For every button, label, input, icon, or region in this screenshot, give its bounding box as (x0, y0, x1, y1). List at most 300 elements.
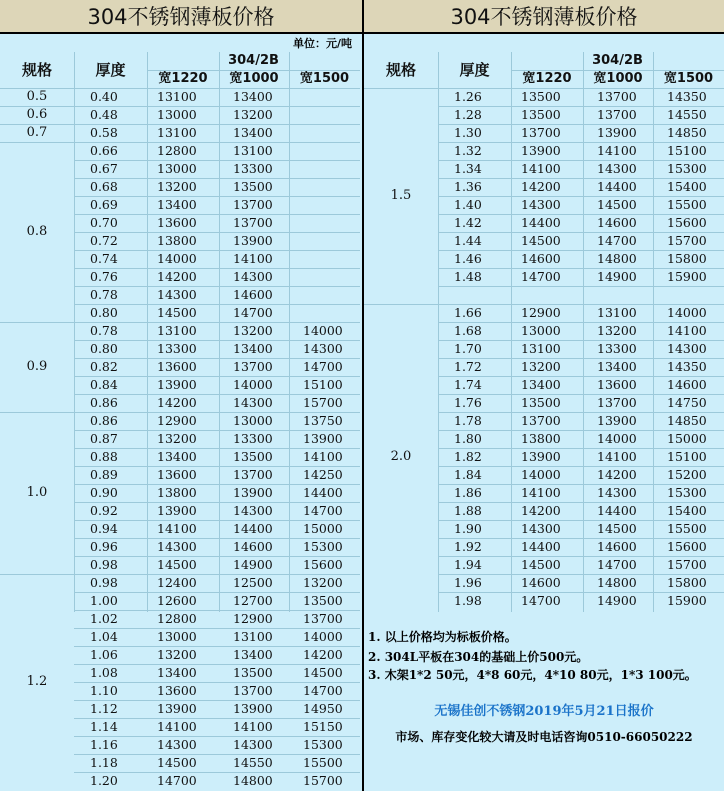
right-title: 304不锈钢薄板价格 (364, 0, 724, 34)
price-cell: 13700 (597, 89, 637, 104)
price-cell: 13000 (157, 107, 197, 122)
price-cell: 15000 (667, 431, 707, 446)
price-cell: 15300 (303, 539, 343, 554)
price-cell: 15600 (667, 215, 707, 230)
thickness-cell: 0.67 (90, 161, 118, 176)
thickness-cell: 0.74 (90, 251, 118, 266)
price-cell (303, 268, 360, 286)
price-cell: 13700 (233, 683, 273, 698)
contact-phone: 市场、库存变化较大请及时电话咨询0510-66050222 (395, 730, 693, 744)
price-cell: 15500 (303, 755, 343, 770)
unit-label: 单位：元/吨 (292, 37, 352, 50)
price-cell: 14300 (521, 197, 561, 212)
thickness-cell: 0.90 (90, 485, 118, 500)
price-cell: 14400 (597, 503, 637, 518)
price-cell: 14600 (233, 539, 273, 554)
price-cell (521, 286, 583, 304)
thickness-cell: 0.69 (90, 197, 118, 212)
thickness-cell: 1.14 (90, 719, 118, 734)
thickness-cell: 1.72 (454, 359, 482, 374)
price-cell: 14700 (521, 269, 561, 284)
price-cell: 14400 (233, 521, 273, 536)
price-cell: 14300 (667, 341, 707, 356)
thickness-cell: 1.86 (454, 485, 482, 500)
price-cell: 14100 (303, 449, 343, 464)
price-cell: 14800 (233, 773, 273, 788)
price-cell: 13500 (303, 593, 343, 608)
note-3: 3. 木架1*2 50元，4*8 60元，4*10 80元，1*3 100元。 (368, 668, 697, 682)
price-cell: 13750 (303, 413, 343, 428)
price-cell: 14400 (597, 179, 637, 194)
price-cell (303, 304, 360, 322)
price-cell: 14000 (597, 431, 637, 446)
price-cell: 14000 (667, 305, 707, 320)
thickness-cell: 1.30 (454, 125, 482, 140)
price-cell: 13700 (233, 197, 273, 212)
thickness-cell: 1.28 (454, 107, 482, 122)
price-cell: 13100 (157, 323, 197, 338)
price-cell: 14850 (667, 125, 707, 140)
price-cell: 13000 (521, 323, 561, 338)
price-cell: 13100 (233, 629, 273, 644)
price-cell (303, 178, 360, 196)
thickness-cell: 1.26 (454, 89, 482, 104)
price-cell (303, 106, 360, 124)
thickness-cell: 0.68 (90, 179, 118, 194)
price-cell: 14600 (233, 287, 273, 302)
price-cell: 14350 (667, 359, 707, 374)
thickness-cell: 0.82 (90, 359, 118, 374)
grid-vline (147, 52, 148, 612)
thickness-cell: 0.87 (90, 431, 118, 446)
price-cell (303, 250, 360, 268)
thickness-cell: 1.08 (90, 665, 118, 680)
spec-cell: 1.0 (26, 485, 48, 500)
price-cell (303, 214, 360, 232)
thickness-cell: 1.78 (454, 413, 482, 428)
price-cell: 15700 (303, 773, 343, 788)
price-cell: 13200 (597, 323, 637, 338)
price-cell: 15150 (303, 719, 343, 734)
price-cell: 15400 (667, 179, 707, 194)
price-cell: 13300 (157, 341, 197, 356)
price-cell: 13700 (233, 215, 273, 230)
price-cell: 15400 (667, 503, 707, 518)
price-cell: 13000 (157, 629, 197, 644)
price-cell: 13100 (597, 305, 637, 320)
price-cell: 13700 (521, 413, 561, 428)
price-cell: 13400 (521, 377, 561, 392)
price-cell: 13500 (521, 395, 561, 410)
price-cell: 13600 (157, 467, 197, 482)
right-header-w3: 宽1500 (663, 71, 714, 86)
price-cell: 14100 (521, 161, 561, 176)
left-header-w2: 宽1000 (229, 71, 279, 86)
company-quote-date: 无锡佳创不锈钢2019年5月21日报价 (434, 704, 654, 719)
price-cell: 14700 (233, 305, 273, 320)
price-cell: 14300 (233, 737, 273, 752)
price-cell: 15600 (667, 539, 707, 554)
thickness-cell: 0.76 (90, 269, 118, 284)
price-cell: 14800 (597, 251, 637, 266)
thickness-cell: 1.34 (454, 161, 482, 176)
thickness-cell: 1.04 (90, 629, 118, 644)
price-cell: 13900 (157, 503, 197, 518)
price-cell: 13800 (521, 431, 561, 446)
price-cell: 13300 (597, 341, 637, 356)
thickness-cell: 1.20 (90, 773, 118, 788)
price-cell: 14100 (667, 323, 707, 338)
price-cell: 14500 (521, 557, 561, 572)
price-cell: 12900 (521, 305, 561, 320)
price-cell: 14250 (303, 467, 343, 482)
thickness-cell: 1.76 (454, 395, 482, 410)
thickness-cell: 0.78 (90, 287, 118, 302)
price-cell: 13100 (233, 143, 273, 158)
price-cell: 13200 (303, 575, 343, 590)
price-cell: 14500 (157, 557, 197, 572)
price-cell: 14600 (667, 377, 707, 392)
price-cell: 14100 (157, 521, 197, 536)
price-cell: 15700 (667, 233, 707, 248)
price-cell: 14350 (667, 89, 707, 104)
thickness-cell: 1.74 (454, 377, 482, 392)
price-cell: 14400 (521, 539, 561, 554)
price-cell: 13400 (157, 197, 197, 212)
price-cell: 13900 (597, 413, 637, 428)
grid-vline (74, 52, 75, 612)
price-cell: 14950 (303, 701, 343, 716)
price-cell: 14500 (597, 197, 637, 212)
price-cell: 13000 (233, 413, 273, 428)
spec-cell: 0.5 (26, 89, 48, 104)
price-cell: 13700 (521, 125, 561, 140)
thickness-cell: 1.90 (454, 521, 482, 536)
price-cell: 13900 (157, 701, 197, 716)
thickness-cell: 1.70 (454, 341, 482, 356)
price-cell (303, 142, 360, 160)
price-cell: 14100 (233, 251, 273, 266)
thickness-cell: 0.89 (90, 467, 118, 482)
price-cell: 15800 (667, 575, 707, 590)
thickness-cell: 0.48 (90, 107, 118, 122)
left-header-w1: 宽1220 (158, 71, 208, 86)
right-header-w1: 宽1220 (522, 71, 572, 86)
thickness-cell: 0.80 (90, 341, 118, 356)
price-cell: 13900 (303, 431, 343, 446)
price-cell: 14700 (303, 359, 343, 374)
price-cell: 13400 (233, 647, 273, 662)
price-cell (303, 232, 360, 250)
price-cell: 12900 (157, 413, 197, 428)
price-cell: 13100 (521, 341, 561, 356)
thickness-cell: 1.68 (454, 323, 482, 338)
price-cell: 14300 (157, 737, 197, 752)
price-cell: 14750 (667, 395, 707, 410)
price-cell: 15500 (667, 521, 707, 536)
price-cell: 14300 (597, 485, 637, 500)
price-cell: 13600 (157, 359, 197, 374)
price-cell: 13900 (521, 143, 561, 158)
price-cell: 15700 (667, 557, 707, 572)
price-cell: 15900 (667, 269, 707, 284)
thickness-cell: 1.44 (454, 233, 482, 248)
thickness-cell: 1.36 (454, 179, 482, 194)
price-cell: 14300 (233, 269, 273, 284)
thickness-cell: 1.80 (454, 431, 482, 446)
price-cell: 15300 (667, 485, 707, 500)
price-cell: 15300 (667, 161, 707, 176)
price-cell: 14550 (667, 107, 707, 122)
price-cell: 13400 (157, 665, 197, 680)
price-cell: 13400 (233, 341, 273, 356)
price-cell: 14200 (157, 269, 197, 284)
price-cell: 14100 (233, 719, 273, 734)
price-cell: 12700 (233, 593, 273, 608)
thickness-cell: 0.86 (90, 395, 118, 410)
price-cell: 14600 (597, 539, 637, 554)
price-cell: 13200 (233, 107, 273, 122)
price-cell: 15100 (667, 143, 707, 158)
price-cell: 14000 (303, 629, 343, 644)
price-cell: 14700 (597, 557, 637, 572)
grid-vline (438, 52, 439, 612)
thickness-cell: 0.66 (90, 143, 118, 158)
price-cell: 12400 (157, 575, 197, 590)
thickness-cell: 0.40 (90, 89, 118, 104)
price-cell: 14200 (157, 395, 197, 410)
thickness-cell: 0.84 (90, 377, 118, 392)
price-cell: 13600 (157, 215, 197, 230)
spec-cell: 2.0 (390, 449, 412, 464)
price-cell: 12500 (233, 575, 273, 590)
price-cell: 15700 (303, 395, 343, 410)
thickness-cell: 1.12 (90, 701, 118, 716)
spec-cell: 0.8 (26, 224, 48, 239)
right-header-w2: 宽1000 (593, 71, 643, 86)
price-cell: 13900 (233, 485, 273, 500)
thickness-cell: 0.94 (90, 521, 118, 536)
price-cell: 14100 (157, 719, 197, 734)
price-cell: 15000 (303, 521, 343, 536)
price-cell: 14200 (521, 179, 561, 194)
price-cell: 15300 (303, 737, 343, 752)
price-cell: 14200 (597, 467, 637, 482)
price-cell (303, 286, 360, 304)
price-cell: 13900 (233, 701, 273, 716)
price-cell: 13400 (233, 125, 273, 140)
price-cell: 15100 (303, 377, 343, 392)
price-cell: 13600 (597, 377, 637, 392)
right-header-spec: 规格 (385, 61, 416, 79)
price-cell: 13800 (157, 233, 197, 248)
price-cell: 13900 (157, 377, 197, 392)
price-cell: 14500 (157, 305, 197, 320)
price-cell: 15900 (667, 593, 707, 608)
left-header-thickness: 厚度 (95, 61, 126, 79)
grid-vline (653, 52, 654, 612)
thickness-cell: 0.78 (90, 323, 118, 338)
price-cell: 14300 (233, 395, 273, 410)
price-cell: 14000 (157, 251, 197, 266)
price-cell: 14100 (521, 485, 561, 500)
thickness-cell: 0.92 (90, 503, 118, 518)
price-cell (597, 286, 653, 304)
price-cell: 13000 (157, 161, 197, 176)
price-cell: 13400 (233, 89, 273, 104)
price-cell: 15200 (667, 467, 707, 482)
price-cell: 13500 (233, 449, 273, 464)
spec-cell: 1.2 (26, 674, 48, 689)
price-cell: 12900 (233, 611, 273, 626)
thickness-cell: 1.84 (454, 467, 482, 482)
thickness-cell: 0.98 (90, 575, 118, 590)
grid-hline (147, 70, 360, 71)
thickness-cell: 1.46 (454, 251, 482, 266)
price-cell: 14700 (303, 683, 343, 698)
spec-cell: 0.6 (26, 107, 48, 122)
left-title: 304不锈钢薄板价格 (0, 0, 362, 34)
price-cell: 14700 (521, 593, 561, 608)
thickness-cell: 1.42 (454, 215, 482, 230)
price-cell: 13700 (303, 611, 343, 626)
price-cell: 14700 (157, 773, 197, 788)
price-cell: 14000 (521, 467, 561, 482)
price-cell: 14850 (667, 413, 707, 428)
thickness-cell: 1.16 (90, 737, 118, 752)
thickness-cell: 1.40 (454, 197, 482, 212)
price-cell: 15100 (667, 449, 707, 464)
price-cell: 12600 (157, 593, 197, 608)
price-cell: 14400 (303, 485, 343, 500)
thickness-cell: 1.00 (90, 593, 118, 608)
spec-cell: 0.9 (26, 359, 48, 374)
left-header-spec: 规格 (21, 61, 52, 79)
price-cell: 14200 (303, 647, 343, 662)
price-cell: 13200 (521, 359, 561, 374)
price-cell: 14800 (597, 575, 637, 590)
thickness-cell: 1.66 (454, 305, 482, 320)
price-cell (303, 160, 360, 178)
price-cell: 14500 (303, 665, 343, 680)
price-cell: 14500 (597, 521, 637, 536)
thickness-cell: 0.96 (90, 539, 118, 554)
right-panel (362, 0, 724, 791)
thickness-cell: 0.88 (90, 449, 118, 464)
price-cell: 14500 (157, 755, 197, 770)
price-cell: 14300 (157, 539, 197, 554)
grid-vline (219, 52, 220, 612)
price-cell: 12800 (157, 143, 197, 158)
thickness-cell: 1.88 (454, 503, 482, 518)
price-cell: 14600 (597, 215, 637, 230)
thickness-cell: 1.06 (90, 647, 118, 662)
price-cell: 13300 (233, 431, 273, 446)
price-cell: 14000 (233, 377, 273, 392)
price-cell: 13900 (521, 449, 561, 464)
price-cell (667, 286, 724, 304)
price-cell: 14700 (303, 503, 343, 518)
price-cell: 14400 (521, 215, 561, 230)
price-cell: 13900 (597, 125, 637, 140)
price-cell (303, 196, 360, 214)
price-cell: 13500 (521, 107, 561, 122)
price-cell: 13700 (597, 395, 637, 410)
price-cell: 14300 (597, 161, 637, 176)
thickness-cell: 0.80 (90, 305, 118, 320)
price-cell: 14300 (521, 521, 561, 536)
grid-vline (511, 52, 512, 612)
thickness-cell (454, 286, 511, 304)
price-cell: 14300 (303, 341, 343, 356)
price-cell: 13900 (233, 233, 273, 248)
thickness-cell: 1.10 (90, 683, 118, 698)
price-cell: 13200 (157, 647, 197, 662)
thickness-cell: 1.18 (90, 755, 118, 770)
price-cell: 14900 (233, 557, 273, 572)
price-cell: 13800 (157, 485, 197, 500)
price-cell: 14700 (597, 233, 637, 248)
left-header-grade: 304/2B (228, 53, 279, 68)
price-cell: 13200 (233, 323, 273, 338)
right-header-grade: 304/2B (592, 53, 643, 68)
thickness-cell: 1.32 (454, 143, 482, 158)
price-cell: 14500 (521, 233, 561, 248)
price-cell: 14900 (597, 593, 637, 608)
price-cell: 13500 (521, 89, 561, 104)
price-cell: 14600 (521, 575, 561, 590)
price-cell: 13700 (233, 359, 273, 374)
price-cell: 13200 (157, 179, 197, 194)
price-cell: 14550 (233, 755, 273, 770)
price-cell: 13400 (597, 359, 637, 374)
price-cell: 13100 (157, 89, 197, 104)
price-cell (303, 124, 360, 142)
price-cell: 14600 (521, 251, 561, 266)
thickness-cell: 1.48 (454, 269, 482, 284)
thickness-cell: 1.92 (454, 539, 482, 554)
thickness-cell: 0.72 (90, 233, 118, 248)
price-cell: 13400 (157, 449, 197, 464)
thickness-cell: 0.70 (90, 215, 118, 230)
spec-cell: 1.5 (390, 188, 412, 203)
left-header-w3: 宽1500 (299, 71, 350, 86)
price-cell: 15500 (667, 197, 707, 212)
thickness-cell: 0.86 (90, 413, 118, 428)
thickness-cell: 1.94 (454, 557, 482, 572)
thickness-cell: 0.98 (90, 557, 118, 572)
note-2: 2. 304L平板在304的基础上价500元。 (368, 650, 589, 664)
grid-vline (289, 52, 290, 612)
price-cell: 13500 (233, 665, 273, 680)
thickness-cell: 1.82 (454, 449, 482, 464)
price-cell: 13300 (233, 161, 273, 176)
price-cell: 12800 (157, 611, 197, 626)
grid-hline (511, 70, 724, 71)
right-header-thickness: 厚度 (459, 61, 490, 79)
price-cell: 15600 (303, 557, 343, 572)
price-cell: 13600 (157, 683, 197, 698)
grid-vline (583, 52, 584, 612)
thickness-cell: 1.02 (90, 611, 118, 626)
thickness-cell: 1.98 (454, 593, 482, 608)
thickness-cell: 0.58 (90, 125, 118, 140)
price-cell (303, 88, 360, 106)
price-cell: 14100 (597, 143, 637, 158)
thickness-cell: 1.96 (454, 575, 482, 590)
price-cell: 14300 (233, 503, 273, 518)
price-cell: 15800 (667, 251, 707, 266)
